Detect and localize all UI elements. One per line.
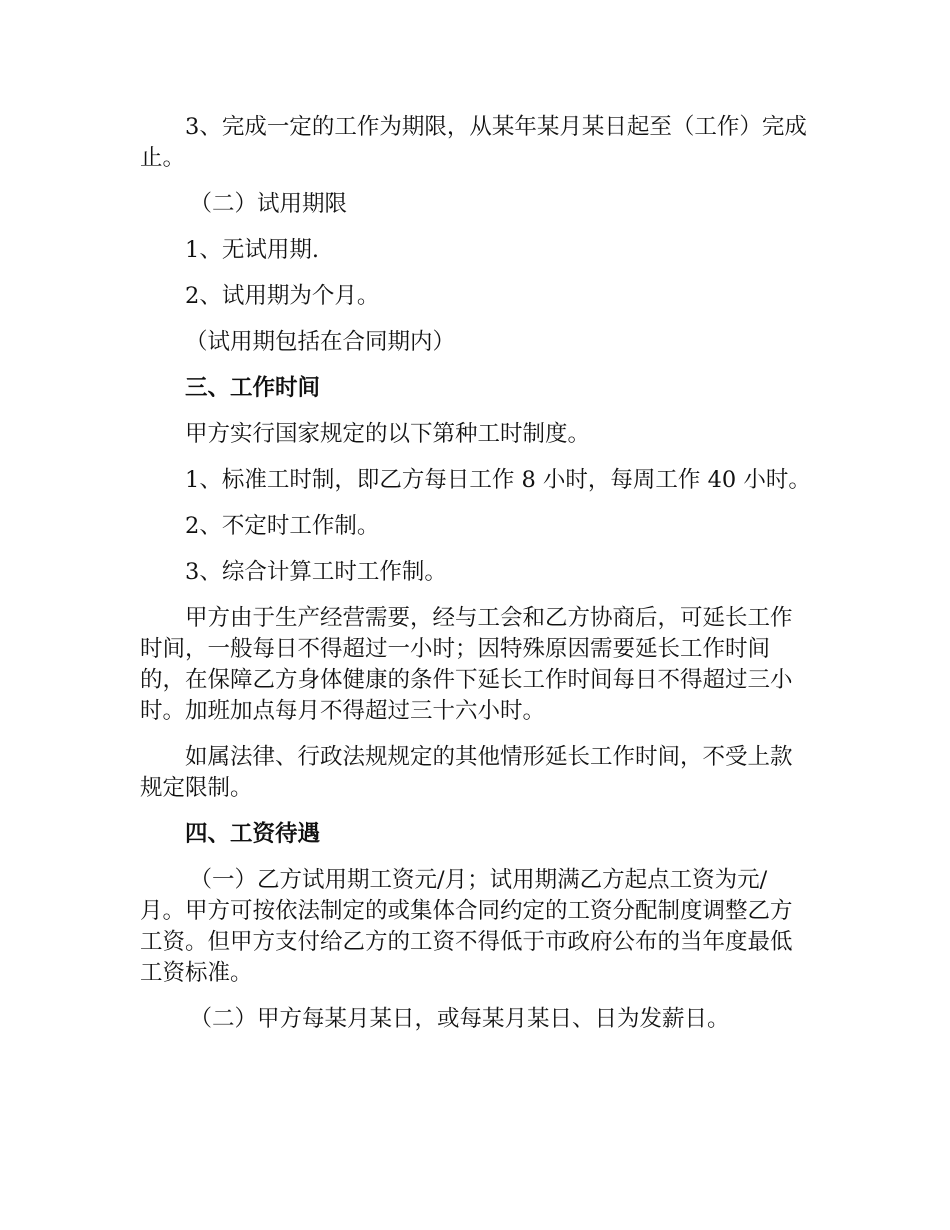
section-heading-work-time: 三、工作时间	[185, 375, 321, 401]
paragraph-overtime: 甲方由于生产经营需要，经与工会和乙方协商后，可延长工作时间，一般每日不得超过一小时；因特殊原因需要延长工作时间的，在保障乙方身体健康的条件下延长工作时间每日不得超过三小时。加班加点每月不得超过三十六小时。	[140, 605, 793, 724]
paragraph-exception: 如属法律、行政法规规定的其他情形延长工作时间，不受上款规定限制。	[140, 744, 793, 801]
paragraph-work-3: 3、综合计算工时工作制。	[185, 559, 447, 585]
paragraph-wage-2: （二）甲方每某月某日，或每某月某日、日为发薪日。	[189, 1006, 730, 1032]
paragraph-wage-1: （一）乙方试用期工资元/月；试用期满乙方起点工资为元/月。甲方可按依法制定的或集体合同约定的工资分配制度调整乙方工资。但甲方支付给乙方的工资不得低于市政府公布的当年度最低工资标准。	[140, 867, 793, 986]
section-heading-wages: 四、工资待遇	[185, 821, 321, 847]
paragraph-probation-2: 2、试用期为个月。	[185, 283, 380, 309]
paragraph-work-1: 1、标准工时制，即乙方每日工作 8 小时，每周工作 40 小时。	[185, 467, 811, 493]
paragraph-probation-note: （试用期包括在合同期内）	[185, 329, 456, 355]
document-body	[140, 112, 812, 1050]
paragraph-term-3: 3、完成一定的工作为期限，从某年某月某日起至（工作）完成止。	[140, 114, 807, 171]
paragraph-probation-title: （二）试用期限	[189, 191, 348, 217]
paragraph-probation-1: 1、无试用期.	[185, 237, 319, 263]
paragraph-work-system: 甲方实行国家规定的以下第种工时制度。	[185, 421, 591, 447]
paragraph-work-2: 2、不定时工作制。	[185, 513, 380, 539]
